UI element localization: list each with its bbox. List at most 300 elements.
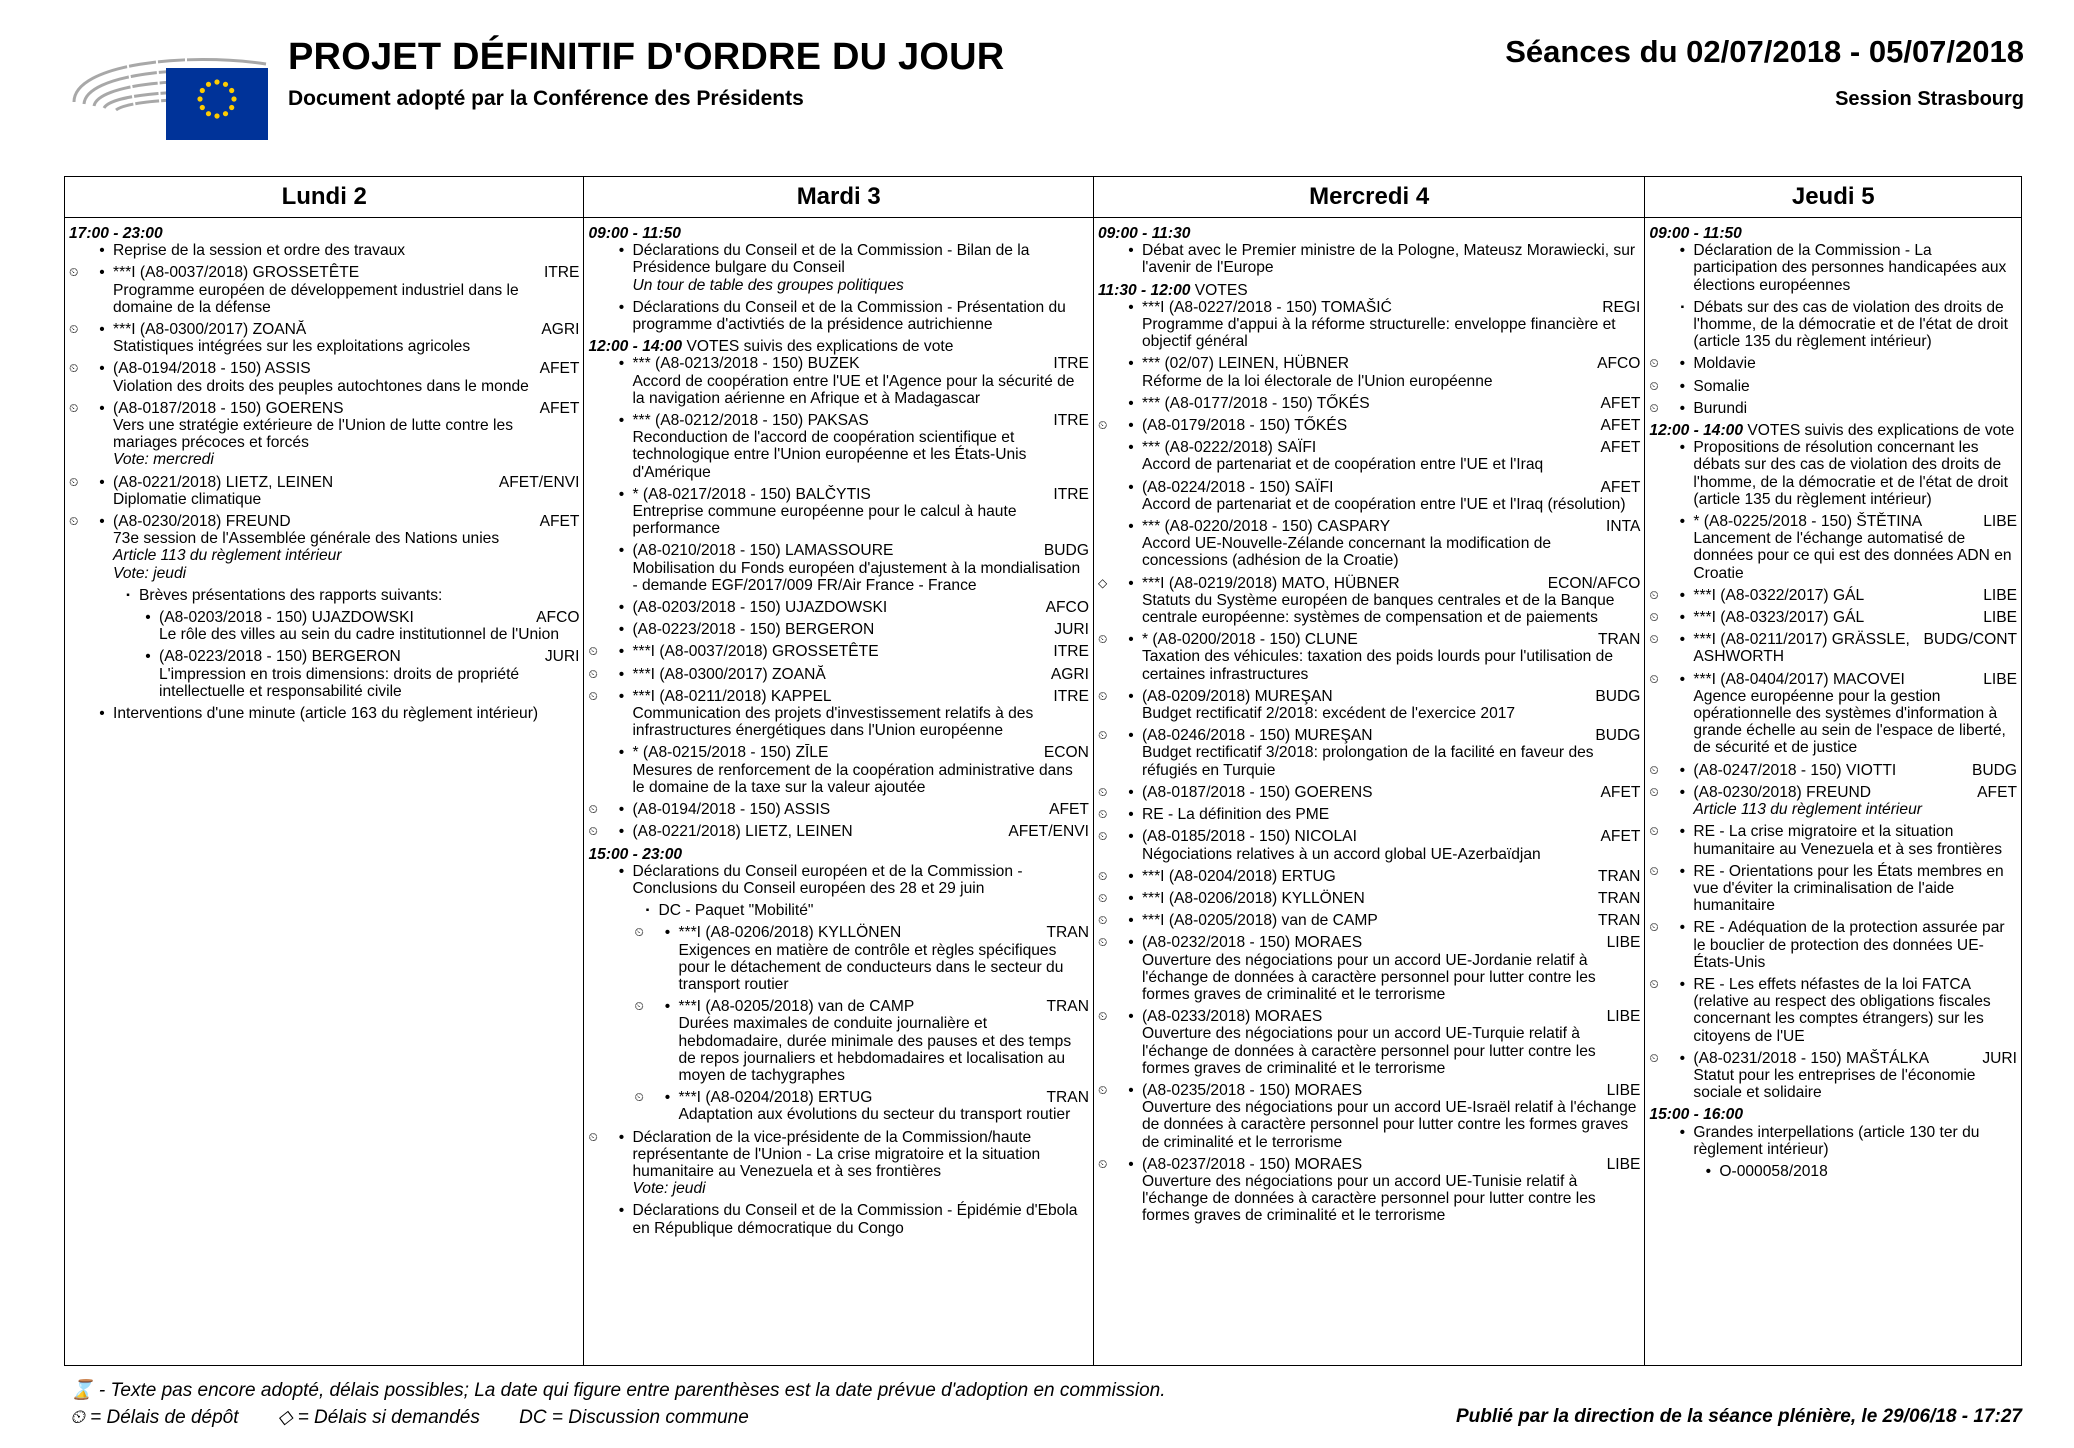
bullet-icon: • bbox=[99, 399, 105, 417]
committee-code: ITRE bbox=[1053, 643, 1089, 661]
committee-code: AFET bbox=[1600, 783, 1641, 801]
committee-code: BUDG bbox=[1595, 727, 1641, 745]
bullet-icon: • bbox=[1679, 242, 1686, 260]
agenda-item-ref bbox=[1142, 1156, 1640, 1173]
agenda-item-title: RE - Adéquation de la protection assurée par le bouclier de protection des données UE-États-Unis bbox=[1693, 919, 2005, 971]
agenda-item-text bbox=[1142, 688, 1640, 722]
agenda-item-ref bbox=[1693, 863, 2017, 915]
bullet-icon: • bbox=[618, 687, 625, 705]
clock-icon: ⏲ bbox=[1097, 728, 1108, 743]
agenda-item bbox=[1098, 688, 1640, 722]
agenda-item-desc: Agence européenne pour la gestion opérationnelle des systèmes d'information à grande échelle au sein de l'espace de liberté, de sécurité et de justice bbox=[1693, 687, 2006, 757]
agenda-item-title: RE - Les effets néfastes de la loi FATCA (relative au respect des obligations fiscales concernant les comptes étrangers) sur les citoyens de l'UE bbox=[1693, 975, 1991, 1045]
agenda-item-text bbox=[113, 474, 579, 508]
square-bullet-icon: ▪ bbox=[1680, 301, 1685, 313]
agenda-item-ref bbox=[113, 264, 579, 281]
bullet-icon: • bbox=[1679, 670, 1686, 688]
time-slot bbox=[1649, 225, 2017, 242]
agenda-item-ref bbox=[632, 242, 1088, 276]
no-deadline-marker bbox=[588, 621, 610, 638]
agenda-item bbox=[115, 609, 579, 643]
agenda-item bbox=[1098, 631, 1640, 683]
agenda-item-title: (A8-0187/2018 - 150) GOERENS bbox=[113, 399, 344, 417]
agenda-item-ref bbox=[632, 643, 1088, 660]
time-slot-time: 17:00 - 23:00 bbox=[69, 225, 163, 242]
agenda-item-title: ***I (A8-0322/2017) GÁL bbox=[1693, 586, 1865, 604]
no-deadline-marker bbox=[1649, 1124, 1671, 1158]
bullet-icon: • bbox=[1679, 513, 1686, 531]
agenda-item-text bbox=[1693, 299, 2017, 351]
agenda-item-ref bbox=[1142, 417, 1640, 434]
agenda-item-title: (A8-0221/2018) LIETZ, LEINEN bbox=[632, 823, 853, 841]
agenda-item-title: RE - La définition des PME bbox=[1141, 806, 1330, 824]
agenda-item-title: ***I (A8-0037/2018) GROSSETÊTE bbox=[632, 643, 879, 661]
agenda-item bbox=[1098, 727, 1640, 779]
bullet-icon: • bbox=[1128, 518, 1134, 536]
agenda-item-title: (A8-0203/2018 - 150) UJAZDOWSKI bbox=[632, 599, 888, 617]
agenda-item-text bbox=[1142, 575, 1640, 627]
agenda-item-text bbox=[1693, 863, 2017, 915]
committee-code: AFET bbox=[1600, 478, 1641, 496]
bullet-icon: • bbox=[1128, 439, 1134, 457]
agenda-item-title: Déclarations du Conseil européen et de la Commission - Conclusions du Conseil européen des 28 et 29 juin bbox=[632, 862, 1023, 897]
agenda-item-text bbox=[632, 412, 1088, 481]
bullet-icon: • bbox=[618, 242, 625, 260]
agenda-item-desc: Ouverture des négociations pour un accord UE-Tunisie relatif à l'échange de données à caractère personnel pour lutter contre les formes graves de criminalité et le terrorisme bbox=[1141, 1172, 1596, 1225]
committee-code: ECON/AFCO bbox=[1547, 574, 1641, 592]
time-slot-label: VOTES suivis des explications de vote bbox=[686, 338, 954, 356]
committee-code: AFCO bbox=[1045, 599, 1089, 617]
committee-code: LIBE bbox=[1983, 586, 2017, 604]
agenda-item-title: (A8-0209/2018) MUREŞAN bbox=[1141, 687, 1333, 705]
bullet-icon: • bbox=[1705, 1162, 1712, 1180]
agenda-item-text bbox=[1693, 609, 2017, 626]
committee-code: AFET bbox=[1600, 828, 1641, 846]
agenda-item bbox=[1649, 823, 2017, 857]
no-deadline-marker bbox=[1098, 439, 1120, 473]
committee-code: JURI bbox=[1054, 621, 1089, 639]
agenda-item-ref bbox=[1142, 518, 1640, 535]
agenda-item-title: Déclarations du Conseil et de la Commission - Bilan de la Présidence bulgare du Conseil bbox=[632, 242, 1030, 277]
agenda-item-text bbox=[1142, 1156, 1640, 1225]
agenda-item bbox=[1098, 355, 1640, 389]
agenda-item-title: ***I (A8-0300/2017) ZOANĂ bbox=[632, 665, 826, 683]
agenda-item-title: (A8-0246/2018 - 150) MUREŞAN bbox=[1141, 727, 1373, 745]
time-slot-time: 15:00 - 23:00 bbox=[588, 845, 683, 863]
clock-icon: ⏲ bbox=[634, 999, 644, 1014]
agenda-item-ref bbox=[632, 412, 1088, 429]
agenda-item-ref bbox=[1693, 609, 2017, 626]
agenda-item bbox=[588, 863, 1088, 897]
bullet-icon: • bbox=[618, 1128, 625, 1146]
committee-code: TRAN bbox=[1046, 998, 1089, 1016]
agenda-item-ref bbox=[113, 321, 579, 338]
agenda-item-title: *** (A8-0213/2018 - 150) BUZEK bbox=[632, 355, 860, 373]
day-column-jeudi bbox=[1645, 177, 2021, 1365]
bullet-icon: • bbox=[1128, 1008, 1134, 1026]
agenda-item bbox=[69, 474, 579, 508]
agenda-item bbox=[634, 1089, 1088, 1123]
agenda-item-ref bbox=[1693, 919, 2017, 971]
agenda-item-ref bbox=[1142, 631, 1640, 648]
agenda-item bbox=[1649, 355, 2017, 372]
agenda-item bbox=[1649, 587, 2017, 604]
committee-code: ITRE bbox=[1053, 687, 1089, 705]
agenda-item bbox=[588, 412, 1088, 481]
agenda-item-desc: Diplomatie climatique bbox=[113, 490, 262, 508]
agenda-item-text bbox=[1693, 919, 2017, 971]
bullet-icon: • bbox=[1679, 975, 1686, 993]
clock-icon: ⏲ bbox=[1097, 890, 1108, 905]
agenda-item-text bbox=[1693, 513, 2017, 582]
time-slot bbox=[588, 338, 1088, 355]
agenda-item-text bbox=[632, 355, 1088, 407]
agenda-item-text bbox=[1693, 784, 2017, 818]
agenda-item-title: (A8-0235/2018 - 150) MORAES bbox=[1141, 1081, 1363, 1099]
agenda-item-title: ***I (A8-0323/2017) GÁL bbox=[1693, 609, 1865, 627]
clock-icon: ⏲ bbox=[69, 361, 79, 376]
agenda-item-text bbox=[1693, 242, 2017, 294]
no-deadline-marker bbox=[588, 486, 610, 538]
agenda-item-title: ***I (A8-0211/2018) KAPPEL bbox=[632, 687, 832, 705]
agenda-item bbox=[69, 400, 579, 469]
clock-icon: ⏲ bbox=[1649, 632, 1659, 647]
agenda-item-ref bbox=[632, 1129, 1088, 1181]
no-deadline-marker bbox=[588, 412, 610, 481]
no-deadline-marker bbox=[1098, 242, 1120, 276]
agenda-item-desc: Lancement de l'échange automatisé de données pour ce qui est des données ADN en Croatie bbox=[1693, 530, 2012, 582]
agenda-item-text bbox=[678, 998, 1088, 1084]
agenda-item-text bbox=[1142, 912, 1640, 929]
clock-icon: ⏲ bbox=[1649, 400, 1659, 415]
agenda-item-text bbox=[1693, 762, 2017, 779]
agenda-item-ref bbox=[632, 355, 1088, 372]
agenda-item-desc: Entreprise commune européenne pour le calcul à haute performance bbox=[632, 503, 1017, 538]
agenda-item-ref bbox=[1142, 890, 1640, 907]
agenda-item bbox=[1649, 439, 2017, 508]
bullet-icon: • bbox=[1679, 609, 1686, 627]
bullet-icon: • bbox=[1128, 783, 1134, 801]
agenda-item-title: (A8-0210/2018 - 150) LAMASSOURE bbox=[632, 542, 894, 560]
bullet-icon: • bbox=[1679, 783, 1686, 801]
committee-code: AFET bbox=[539, 360, 580, 378]
bullet-icon: • bbox=[145, 609, 151, 627]
agenda-item-title: Débat avec le Premier ministre de la Pologne, Mateusz Morawiecki, sur l'avenir de l'Europe bbox=[1141, 242, 1636, 277]
no-deadline-marker bbox=[1098, 479, 1120, 513]
bullet-icon: • bbox=[618, 621, 625, 639]
agenda-item-title: Grandes interpellations (article 130 ter du règlement intérieur) bbox=[1693, 1123, 1980, 1158]
agenda-item-ref bbox=[139, 587, 579, 604]
agenda-item-title: (A8-0233/2018) MORAES bbox=[1141, 1008, 1323, 1026]
agenda-item bbox=[1649, 671, 2017, 757]
bullet-icon: • bbox=[1679, 1049, 1686, 1067]
agenda-item-desc: 73e session de l'Assemblée générale des Nations unies bbox=[113, 530, 500, 548]
bullet-icon: • bbox=[618, 823, 625, 841]
agenda-item-title: Reprise de la session et ordre des travaux bbox=[113, 242, 406, 260]
clock-icon: ⏲ bbox=[1097, 829, 1108, 844]
committee-code: TRAN bbox=[1597, 631, 1641, 649]
agenda-item-ref bbox=[1142, 1008, 1640, 1025]
clock-icon: ⏲ bbox=[588, 824, 598, 839]
no-deadline-marker bbox=[1098, 355, 1120, 389]
bullet-icon: • bbox=[664, 998, 671, 1016]
bullet-icon: • bbox=[1679, 355, 1686, 373]
agenda-item bbox=[115, 648, 579, 700]
agenda-item-title: (A8-0185/2018 - 150) NICOLAI bbox=[1141, 828, 1357, 846]
clock-icon: ⏲ bbox=[588, 1129, 598, 1144]
committee-code: LIBE bbox=[1606, 1155, 1641, 1173]
clock-icon: ⏲ bbox=[1097, 1009, 1108, 1024]
no-deadline-marker bbox=[1098, 518, 1120, 570]
no-deadline-marker bbox=[588, 599, 610, 616]
agenda-item-text bbox=[113, 242, 579, 259]
bullet-icon: • bbox=[1128, 242, 1134, 260]
committee-code: AFET bbox=[539, 513, 580, 531]
clock-icon: ⏲ bbox=[1649, 976, 1659, 991]
day-header: Mercredi 4 bbox=[1094, 177, 1644, 218]
time-slot bbox=[1649, 1106, 2017, 1123]
agenda-item-text bbox=[678, 1089, 1088, 1123]
agenda-item bbox=[588, 621, 1088, 638]
agenda-item-desc: Statut pour les entreprises de l'économie sociale et solidaire bbox=[1693, 1066, 1976, 1102]
agenda-item-note: Article 113 du règlement intérieur bbox=[1693, 801, 1922, 819]
agenda-item-text bbox=[632, 486, 1088, 538]
agenda-item-title: * (A8-0200/2018 - 150) CLUNE bbox=[1141, 631, 1358, 649]
agenda-item-ref bbox=[1693, 378, 2017, 395]
agenda-item-title: ***I (A8-0219/2018) MATO, HÜBNER bbox=[1141, 574, 1400, 592]
agenda-item-text bbox=[1693, 823, 2017, 857]
bullet-icon: • bbox=[1679, 439, 1686, 457]
committee-code: TRAN bbox=[1597, 912, 1641, 930]
no-deadline-marker bbox=[115, 648, 137, 700]
bullet-icon: • bbox=[1679, 823, 1686, 841]
agenda-item bbox=[588, 542, 1088, 594]
agenda-item bbox=[1649, 1050, 2017, 1102]
agenda-item-text bbox=[1693, 1050, 2017, 1102]
clock-icon: ⏲ bbox=[588, 802, 598, 817]
agenda-item-text bbox=[632, 801, 1088, 818]
day-column-mardi bbox=[584, 177, 1093, 1365]
agenda-item bbox=[588, 299, 1088, 333]
agenda-item-text bbox=[1142, 828, 1640, 862]
day-body bbox=[584, 218, 1092, 1237]
bullet-icon: • bbox=[618, 1202, 625, 1220]
agenda-item-ref bbox=[632, 621, 1088, 638]
clock-icon: ⏲ bbox=[1649, 920, 1659, 935]
bullet-icon: • bbox=[1128, 889, 1134, 907]
bullet-icon: • bbox=[618, 542, 625, 560]
bullet-icon: • bbox=[618, 485, 625, 503]
agenda-item-title: Débats sur des cas de violation des droits de l'homme, de la démocratie et de l'état de droit (article 135 du règlement intérieur) bbox=[1693, 298, 2008, 351]
bullet-icon: • bbox=[1128, 867, 1134, 885]
agenda-item bbox=[588, 744, 1088, 796]
no-deadline-marker bbox=[588, 863, 610, 897]
agenda-item-text bbox=[113, 360, 579, 394]
day-body bbox=[1094, 218, 1644, 1225]
agenda-item-desc: Ouverture des négociations pour un accord UE-Turquie relatif à l'échange de données à caractère personnel pour lutter contre les formes graves de criminalité et le terrorisme bbox=[1141, 1025, 1596, 1077]
agenda-item-ref bbox=[1693, 355, 2017, 372]
clock-icon: ⏲ bbox=[1649, 378, 1659, 393]
clock-icon: ⏲ bbox=[1649, 610, 1659, 625]
agenda-item bbox=[1649, 299, 2017, 351]
agenda-item-ref bbox=[632, 299, 1088, 333]
time-slot-time: 11:30 - 12:00 bbox=[1097, 281, 1191, 299]
legend-deadline: ⏲ = Délais de dépôt bbox=[70, 1407, 239, 1428]
bullet-icon: • bbox=[618, 862, 625, 880]
no-deadline-marker bbox=[69, 705, 91, 722]
agenda-item bbox=[69, 705, 579, 722]
agenda-item-ref bbox=[1693, 513, 2017, 530]
time-slot-label: VOTES suivis des explications de vote bbox=[1747, 422, 2015, 440]
agenda-item-title: Déclarations du Conseil et de la Commission - Épidémie d'Ebola en République démocratique du Congo bbox=[632, 1202, 1078, 1237]
agenda-item-desc: Programme européen de développement industriel dans le domaine de la défense bbox=[113, 281, 519, 316]
agenda-item-desc: Vers une stratégie extérieure de l'Union de lutte contre les mariages précoces et forcés bbox=[113, 417, 513, 452]
committee-code: LIBE bbox=[1983, 513, 2017, 531]
agenda-item-title: ***I (A8-0211/2017) GRÄSSLE, ASHWORTH bbox=[1693, 631, 1910, 666]
agenda-item-ref bbox=[1142, 688, 1640, 705]
agenda-item-text bbox=[1142, 890, 1640, 907]
diamond-icon: ◇ bbox=[1097, 575, 1108, 590]
agenda-item-text bbox=[1142, 355, 1640, 389]
agenda-item-desc: Adaptation aux évolutions du secteur du transport routier bbox=[678, 1106, 1071, 1124]
agenda-item-ref bbox=[632, 666, 1088, 683]
day-body bbox=[65, 218, 583, 722]
time-slot bbox=[69, 225, 579, 242]
agenda-item-text bbox=[1693, 631, 2017, 665]
committee-code: JURI bbox=[1982, 1049, 2017, 1067]
agenda-item-title: (A8-0237/2018 - 150) MORAES bbox=[1141, 1155, 1363, 1173]
bullet-icon: • bbox=[618, 355, 625, 373]
agenda-item-ref bbox=[678, 1089, 1088, 1106]
agenda-item-text bbox=[1719, 1163, 2017, 1180]
agenda-item bbox=[588, 1129, 1088, 1198]
agenda-item bbox=[588, 823, 1088, 840]
agenda-item-desc: Négociations relatives à un accord global UE-Azerbaïdjan bbox=[1141, 845, 1541, 863]
bullet-icon: • bbox=[99, 473, 105, 491]
committee-code: TRAN bbox=[1597, 889, 1641, 907]
agenda-item-ref bbox=[113, 360, 579, 377]
committee-code: AFET/ENVI bbox=[498, 473, 580, 491]
agenda-item-desc: Violation des droits des peuples autochtones dans le monde bbox=[113, 377, 529, 395]
agenda-item bbox=[634, 998, 1088, 1084]
agenda-item-ref bbox=[632, 542, 1088, 559]
agenda-item-ref bbox=[1693, 242, 2017, 294]
committee-code: AFCO bbox=[1597, 355, 1641, 373]
agenda-item-text bbox=[113, 400, 579, 469]
committee-code: AFET bbox=[1600, 439, 1641, 457]
agenda-item bbox=[588, 801, 1088, 818]
day-header: Lundi 2 bbox=[65, 177, 583, 218]
agenda-item-ref bbox=[632, 688, 1088, 705]
legend-on-request: ◇ = Délais si demandés bbox=[277, 1407, 480, 1428]
committee-code: LIBE bbox=[1606, 1081, 1641, 1099]
clock-icon: ⏲ bbox=[1649, 863, 1659, 878]
bullet-icon: • bbox=[1128, 828, 1134, 846]
agenda-item-title: *** (A8-0177/2018 - 150) TŐKÉS bbox=[1141, 394, 1370, 412]
bullet-icon: • bbox=[1128, 394, 1134, 412]
agenda-item-text bbox=[1142, 242, 1640, 276]
agenda-item bbox=[1649, 1124, 2017, 1158]
agenda-item-text bbox=[632, 666, 1088, 683]
agenda-item-text bbox=[1142, 479, 1640, 513]
no-deadline-marker bbox=[588, 1202, 610, 1236]
agenda-item bbox=[1098, 518, 1640, 570]
agenda-item-title: ***I (A8-0206/2018) KYLLÖNEN bbox=[678, 924, 902, 942]
bullet-icon: • bbox=[1679, 586, 1686, 604]
agenda-item-ref bbox=[1142, 912, 1640, 929]
agenda-item-title: ***I (A8-0205/2018) van de CAMP bbox=[1141, 912, 1378, 930]
agenda-item-note: Article 113 du règlement intérieur bbox=[113, 547, 342, 565]
agenda-item-ref bbox=[1693, 1124, 2017, 1158]
committee-code: JURI bbox=[544, 648, 580, 666]
agenda-item-desc: Budget rectificatif 3/2018: prolongation de la facilité en faveur des réfugiés en Turquie bbox=[1141, 744, 1594, 779]
agenda-item-ref bbox=[632, 823, 1088, 840]
bullet-icon: • bbox=[1679, 377, 1686, 395]
bullet-icon: • bbox=[1128, 727, 1134, 745]
legend bbox=[70, 1406, 783, 1429]
time-slot-time: 09:00 - 11:30 bbox=[1097, 225, 1191, 242]
time-slot-time: 09:00 - 11:50 bbox=[1649, 225, 1742, 242]
eu-flag-icon bbox=[166, 68, 268, 140]
agenda-item-ref bbox=[1142, 868, 1640, 885]
agenda-item-text bbox=[113, 264, 579, 316]
agenda-item bbox=[1675, 1163, 2017, 1180]
agenda-item-title: RE - Orientations pour les États membres en vue d'éviter la criminalisation de l'aide humanitaire bbox=[1693, 862, 2004, 915]
bullet-icon: • bbox=[1679, 631, 1686, 649]
clock-icon: ⏲ bbox=[1097, 784, 1108, 799]
agenda-item-title: *** (A8-0222/2018) SAÏFI bbox=[1141, 439, 1317, 457]
agenda-item-ref bbox=[113, 400, 579, 417]
bullet-icon: • bbox=[99, 513, 105, 531]
bullet-icon: • bbox=[618, 665, 625, 683]
agenda-item bbox=[1098, 1082, 1640, 1151]
committee-code: AFET bbox=[1977, 783, 2017, 801]
agenda-item-text bbox=[632, 299, 1088, 333]
agenda-item-ref bbox=[1142, 395, 1640, 412]
agenda-item bbox=[634, 924, 1088, 993]
agenda-table bbox=[64, 176, 2022, 1366]
european-parliament-logo bbox=[66, 34, 271, 144]
agenda-item-ref bbox=[1142, 784, 1640, 801]
agenda-item-desc: Mesures de renforcement de la coopération administrative dans le domaine de la taxe sur la valeur ajoutée bbox=[632, 761, 1073, 796]
bullet-icon: • bbox=[99, 360, 105, 378]
agenda-item-title: Déclaration de la Commission - La participation des personnes handicapées aux élections européennes bbox=[1693, 242, 2007, 294]
agenda-item bbox=[69, 264, 579, 316]
committee-code: AFET bbox=[1600, 417, 1641, 435]
agenda-item-desc: Mobilisation du Fonds européen d'ajustement à la mondialisation - demande EGF/2017/009 FR/Air France - France bbox=[632, 559, 1081, 594]
agenda-item-text bbox=[1693, 439, 2017, 508]
agenda-item-text bbox=[632, 688, 1088, 740]
agenda-item-text bbox=[1142, 727, 1640, 779]
bullet-icon: • bbox=[1128, 912, 1134, 930]
day-column-lundi bbox=[65, 177, 584, 1365]
committee-code: AFET bbox=[1049, 801, 1089, 819]
committee-code: ITRE bbox=[543, 264, 580, 282]
agenda-item-ref bbox=[1142, 1082, 1640, 1099]
agenda-item-note: Un tour de table des groupes politiques bbox=[632, 276, 904, 294]
footnote: ⌛ - Texte pas encore adopté, délais possibles; La date qui figure entre parenthèses est la date prévue d'adoption en commission. bbox=[70, 1380, 1166, 1401]
time-slot bbox=[588, 225, 1088, 242]
committee-code: ITRE bbox=[1053, 355, 1089, 373]
agenda-item-text bbox=[1142, 806, 1640, 823]
agenda-item-text bbox=[1142, 1082, 1640, 1151]
agenda-item bbox=[588, 1202, 1088, 1236]
time-slot-time: 12:00 - 14:00 bbox=[588, 338, 683, 356]
clock-icon: ⏲ bbox=[1649, 587, 1659, 602]
agenda-item-note: Vote: jeudi bbox=[632, 1180, 706, 1198]
agenda-item-desc: Accord UE-Nouvelle-Zélande concernant la modification de concessions (adhésion de la Croatie) bbox=[1141, 535, 1552, 570]
agenda-item-ref bbox=[1693, 439, 2017, 508]
